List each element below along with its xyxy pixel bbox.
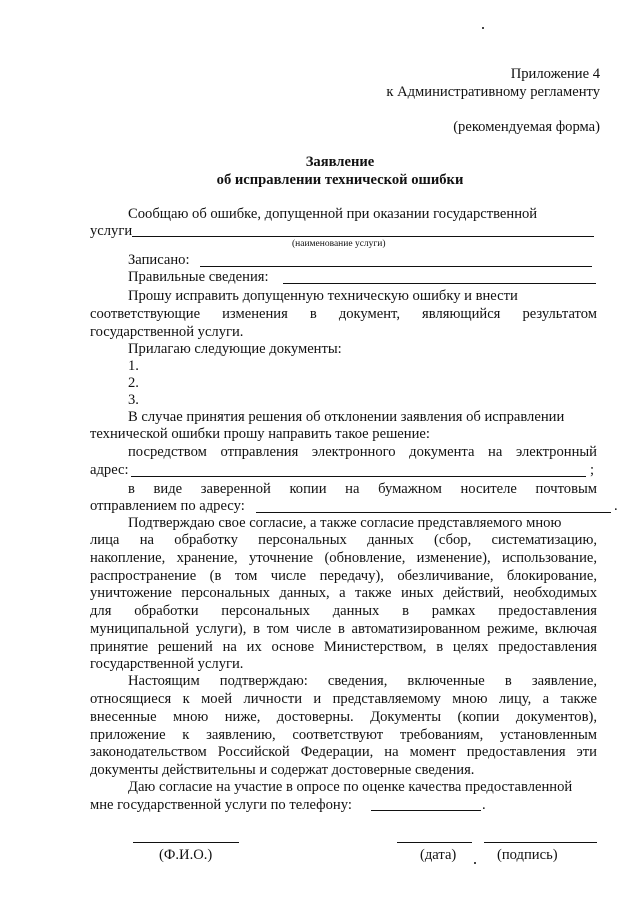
date-caption: (дата) xyxy=(420,847,457,863)
request-text-3: государственной услуги. xyxy=(90,324,244,340)
appendix-number: Приложение 4 xyxy=(510,66,600,82)
form-note: (рекомендуемая форма) xyxy=(453,119,600,135)
report-text: Сообщаю об ошибке, допущенной при оказании государственной xyxy=(128,206,538,222)
attach-item-2: 2. xyxy=(128,375,139,391)
fio-caption: (Ф.И.О.) xyxy=(159,847,213,863)
document-title: Заявление xyxy=(305,154,375,170)
signature-caption: (подпись) xyxy=(497,847,558,863)
survey-end: . xyxy=(482,797,486,813)
service-hint: (наименование услуги) xyxy=(292,239,386,249)
confirm-line-6: документы действительны и содержат достоверные сведения. xyxy=(90,762,475,778)
postal-address-field[interactable] xyxy=(256,512,611,513)
date-field[interactable] xyxy=(397,842,472,843)
confirm-line-5: законодательством Российской Федерации, на момент предоставления эти xyxy=(90,744,597,760)
consent-line-2: лица на обработку персональных данных (сбор, систематизацию, xyxy=(90,532,597,548)
paper-text-1: в виде заверенной копии на бумажном носителе почтовым xyxy=(128,481,597,497)
request-text-2: соответствующие изменения в документ, являющийся результатом xyxy=(90,306,597,322)
scan-dot xyxy=(474,862,476,864)
phone-field[interactable] xyxy=(371,810,481,811)
paper-end: . xyxy=(614,498,618,514)
written-label: Записано: xyxy=(128,252,190,268)
email-field[interactable] xyxy=(131,476,586,477)
consent-line-5: уничтожение персональных данных, а также иных действий, необходимых xyxy=(90,585,597,601)
attach-label: Прилагаю следующие документы: xyxy=(128,341,342,357)
regulation-reference: к Административному регламенту xyxy=(386,84,600,100)
electronic-text-1: посредством отправления электронного документа на электронный xyxy=(128,444,597,460)
service-label: услуги xyxy=(90,223,133,239)
consent-line-7: муниципальной услуги), в том числе в автоматизированном режиме, включая xyxy=(90,621,597,637)
confirm-line-1: Настоящим подтверждаю: сведения, включенные в заявление, xyxy=(128,673,597,689)
written-field[interactable] xyxy=(200,266,592,267)
paper-address-label: отправлением по адресу: xyxy=(90,498,245,514)
correct-label: Правильные сведения: xyxy=(128,269,269,285)
electronic-end: ; xyxy=(590,462,595,478)
consent-line-4: распространение (в том числе передачу), обезличивание, блокирование, xyxy=(90,568,597,584)
consent-line-6: для обработки персональных данных в рамках предоставления xyxy=(90,603,597,619)
request-text-1: Прошу исправить допущенную техническую ошибку и внести xyxy=(128,288,518,304)
document-subtitle: об исправлении технической ошибки xyxy=(216,172,464,188)
signature-field[interactable] xyxy=(484,842,597,843)
consent-line-1: Подтверждаю свое согласие, а также согласие представляемого мною xyxy=(128,515,562,531)
survey-line-2: мне государственной услуги по телефону: xyxy=(90,797,352,813)
confirm-line-4: приложение к заявлению, соответствуют требованиям, установленным xyxy=(90,727,597,743)
reject-text-1: В случае принятия решения об отклонении заявления об исправлении xyxy=(128,409,565,425)
service-field[interactable] xyxy=(132,236,594,237)
correct-field[interactable] xyxy=(283,283,596,284)
reject-text-2: технической ошибки прошу направить такое решение: xyxy=(90,426,430,442)
consent-line-8: принятие решений на их основе Министерством, в целях предоставления xyxy=(90,639,597,655)
fio-field[interactable] xyxy=(133,842,239,843)
confirm-line-3: внесенные мною ниже, достоверны. Документы (копии документов), xyxy=(90,709,597,725)
consent-line-9: государственной услуги. xyxy=(90,656,244,672)
consent-line-3: накопление, хранение, уточнение (обновление, изменение), использование, xyxy=(90,550,597,566)
electronic-address-label: адрес: xyxy=(90,462,129,478)
attach-item-1: 1. xyxy=(128,358,139,374)
survey-line-1: Даю согласие на участие в опросе по оценке качества предоставленной xyxy=(128,779,573,795)
confirm-line-2: относящиеся к моей личности и представляемому мною лицу, а также xyxy=(90,691,597,707)
attach-item-3: 3. xyxy=(128,392,139,408)
scan-dot xyxy=(482,27,484,29)
